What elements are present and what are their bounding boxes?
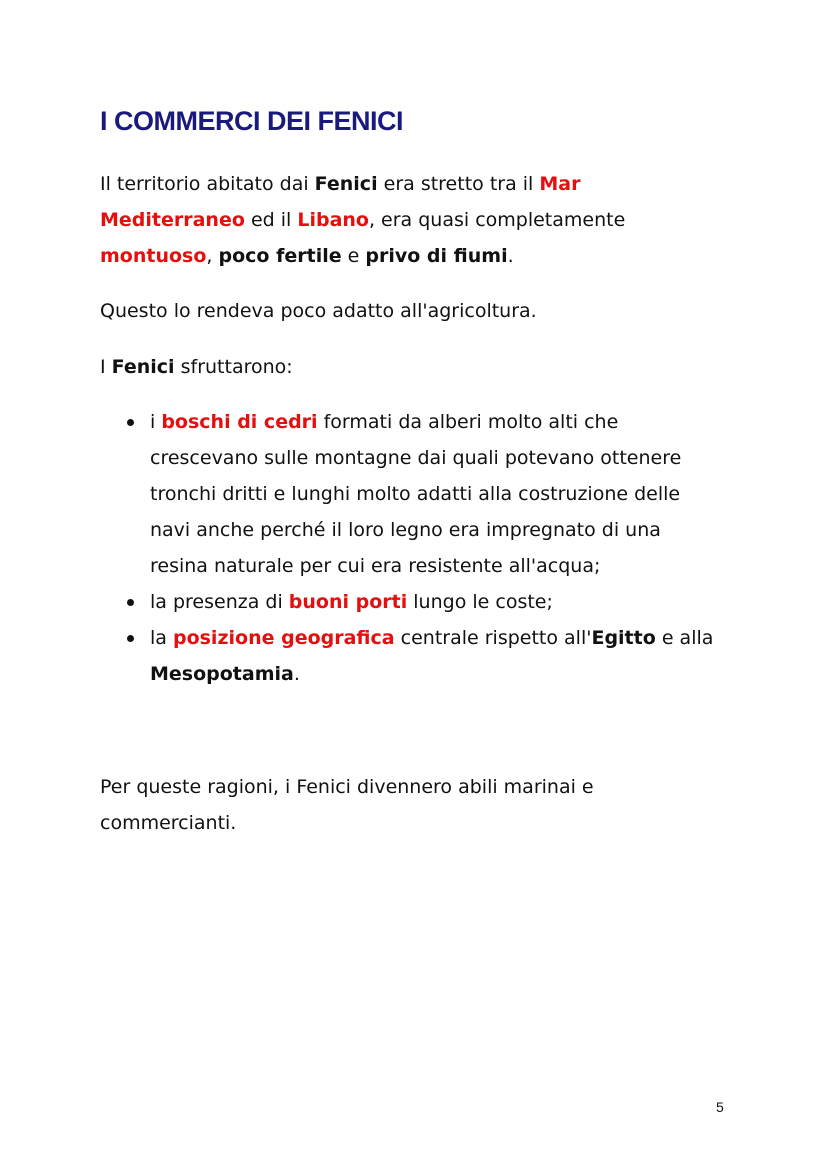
- highlight-term: montuoso: [100, 245, 207, 267]
- page-number: 5: [716, 1099, 724, 1115]
- highlight-term: posizione geografica: [172, 627, 395, 649]
- paragraph-territory: [100, 166, 720, 274]
- page-title: I COMMERCI DEI FENICI: [100, 106, 404, 136]
- bold-term: Egitto: [591, 627, 656, 649]
- text-span: e alla: [655, 627, 714, 649]
- text-span: ,: [206, 245, 219, 267]
- text-span: ed il: [244, 209, 298, 231]
- bold-term: Fenici: [314, 173, 378, 195]
- text-span: e: [341, 245, 366, 267]
- text-span: I: [100, 356, 112, 378]
- bold-term: Fenici: [111, 356, 175, 378]
- text-span: , era quasi completamente: [368, 209, 626, 231]
- paragraph-agriculture: Questo lo rendeva poco adatto all'agricoltura.: [100, 300, 537, 322]
- paragraph-conclusion: Per queste ragioni, i Fenici divennero abili marinai e commercianti.: [100, 776, 594, 834]
- text-span: Il territorio abitato dai: [100, 173, 315, 195]
- text-span: la: [150, 627, 173, 649]
- highlight-term: buoni porti: [288, 591, 408, 613]
- text-span: sfruttarono:: [174, 356, 293, 378]
- highlight-term: Mar Mediterraneo: [100, 173, 581, 231]
- bold-term: privo di fiumi: [365, 245, 508, 267]
- highlight-term: boschi di cedri: [161, 411, 318, 433]
- resources-list: [150, 404, 720, 692]
- text-span: la presenza di: [150, 591, 289, 613]
- bullet-icon: [127, 635, 134, 642]
- bullet-icon: [127, 599, 134, 606]
- text-span: .: [507, 245, 514, 267]
- text-span: .: [293, 663, 300, 685]
- text-span: era stretto tra il: [377, 173, 540, 195]
- text-span: centrale rispetto all': [394, 627, 592, 649]
- text-span: i: [150, 411, 162, 433]
- list-item: [150, 584, 720, 620]
- bold-term: poco fertile: [218, 245, 342, 267]
- list-item: [150, 620, 720, 692]
- bullet-icon: [127, 419, 134, 426]
- bold-term: Mesopotamia: [150, 663, 294, 685]
- paragraph-exploited: [100, 349, 720, 385]
- highlight-term: Libano: [297, 209, 369, 231]
- text-span: formati da alberi molto alti che crescevano sulle montagne dai quali potevano ottenere tronchi dritti e lunghi molto adatti alla costruzione delle navi anche perché il loro legno era impregnato di una resina naturale per cui era resistente all'acqua;: [150, 411, 682, 577]
- text-span: lungo le coste;: [407, 591, 553, 613]
- list-item: [150, 404, 720, 584]
